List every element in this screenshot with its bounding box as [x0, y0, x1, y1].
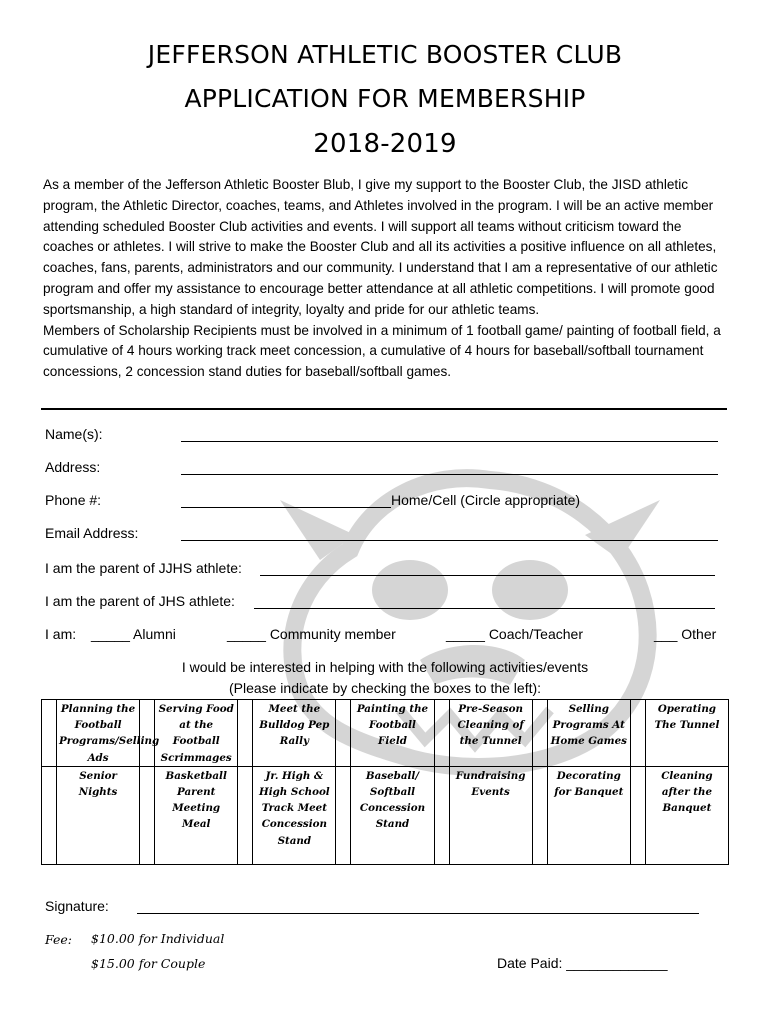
activity-cell: Serving Food at the Football Scrimmages — [155, 700, 238, 767]
activity-checkbox[interactable] — [532, 766, 547, 864]
activity-checkbox[interactable] — [630, 700, 645, 767]
activity-cell: Fundraising Events — [449, 766, 532, 864]
date-paid-field[interactable]: Date Paid: _____________ — [497, 955, 668, 971]
activity-cell: Operating The Tunnel — [645, 700, 728, 767]
name-field[interactable] — [181, 427, 718, 442]
option-community-member[interactable]: _____ Community member — [227, 626, 396, 642]
activities-table — [41, 699, 729, 865]
phone-field[interactable] — [181, 493, 391, 508]
activity-cell: Pre-Season Cleaning of the Tunnel — [449, 700, 532, 767]
activity-checkbox[interactable] — [42, 766, 57, 864]
i-am-label: I am: — [45, 626, 77, 642]
activity-checkbox[interactable] — [336, 700, 351, 767]
name-label: Name(s): — [45, 426, 103, 442]
activity-cell: Baseball/ Softball Concession Stand — [351, 766, 434, 864]
activity-cell: Meet the Bulldog Pep Rally — [253, 700, 336, 767]
title-year: 2018-2019 — [313, 129, 457, 159]
address-field[interactable] — [181, 460, 718, 475]
activity-checkbox[interactable] — [434, 700, 449, 767]
activity-checkbox[interactable] — [42, 700, 57, 767]
email-label: Email Address: — [45, 525, 139, 541]
phone-type-note: Home/Cell (Circle appropriate) — [391, 492, 581, 508]
activity-cell: Painting the Football Field — [351, 700, 434, 767]
title-line-1: JEFFERSON ATHLETIC BOOSTER CLUB — [147, 40, 623, 69]
section-divider — [41, 408, 727, 410]
activity-cell: Jr. High & High School Track Meet Concession Stand — [253, 766, 336, 864]
signature-label: Signature: — [45, 898, 109, 914]
option-other[interactable]: ___ Other — [654, 626, 717, 642]
fee-couple: $15.00 for Couple — [91, 956, 206, 971]
activities-row-2 — [42, 766, 729, 864]
fee-individual: $10.00 for Individual — [91, 931, 225, 946]
interest-instructions: (Please indicate by checking the boxes to the left): — [228, 680, 542, 696]
email-field[interactable] — [181, 526, 718, 541]
activity-checkbox[interactable] — [238, 700, 253, 767]
jhs-athlete-field[interactable] — [254, 594, 715, 609]
phone-label: Phone #: — [45, 492, 102, 508]
signature-field[interactable] — [137, 899, 699, 914]
activity-checkbox[interactable] — [434, 766, 449, 864]
fee-label: Fee: — [45, 932, 72, 947]
activity-cell: Cleaning after the Banquet — [645, 766, 728, 864]
jjhs-parent-label: I am the parent of JJHS athlete: — [45, 560, 242, 576]
activity-cell: Basketball Parent Meeting Meal — [155, 766, 238, 864]
activity-checkbox[interactable] — [140, 766, 155, 864]
activity-cell: Decorating for Banquet — [547, 766, 630, 864]
address-label: Address: — [45, 459, 101, 475]
pledge-paragraph: As a member of the Jefferson Athletic Booster Blub, I give my support to the Booster Club, the JISD athletic program, the Athletic Director, coaches, teams, and Athletes involved in the program. I will be an active member attending scheduled Booster Club activities and events. I will support all teams without criticism toward the coaches or athletes. I will strive to make the Booster Club and all its activities a positive influence on all athletes, coaches, fans, parents, administrators and our community. I understand that I am a representative of our athletic program and offer my assistance to encourage better attendance at all athletic competitions. I will promote good sportsmanship, a high standard of integrity, loyalty and pride for our athletic teams. — [43, 177, 718, 317]
interest-heading: I would be interested in helping with the following activities/events — [181, 659, 589, 675]
scholarship-requirements: Members of Scholarship Recipients must be involved in a minimum of 1 football game/ painting of football field, a cumulative of 4 hours working track meet concession, a cumulative of 4 hours for baseball/softball tournament concessions, 2 concession stand duties for baseball/softball games. — [43, 322, 721, 380]
jjhs-athlete-field[interactable] — [260, 561, 715, 576]
activity-checkbox[interactable] — [630, 766, 645, 864]
activity-cell: Senior Nights — [57, 766, 140, 864]
jhs-parent-label: I am the parent of JHS athlete: — [45, 593, 235, 609]
activity-checkbox[interactable] — [532, 700, 547, 767]
activity-checkbox[interactable] — [238, 766, 253, 864]
activity-cell: Planning the Football Programs/Selling Ads — [57, 700, 140, 767]
membership-pledge — [43, 175, 733, 383]
activity-checkbox[interactable] — [336, 766, 351, 864]
option-coach-teacher[interactable]: _____ Coach/Teacher — [446, 626, 583, 642]
option-alumni[interactable]: _____ Alumni — [91, 626, 176, 642]
activities-row-1 — [42, 700, 729, 767]
activity-cell: Selling Programs At Home Games — [547, 700, 630, 767]
title-line-2: APPLICATION FOR MEMBERSHIP — [184, 84, 586, 113]
